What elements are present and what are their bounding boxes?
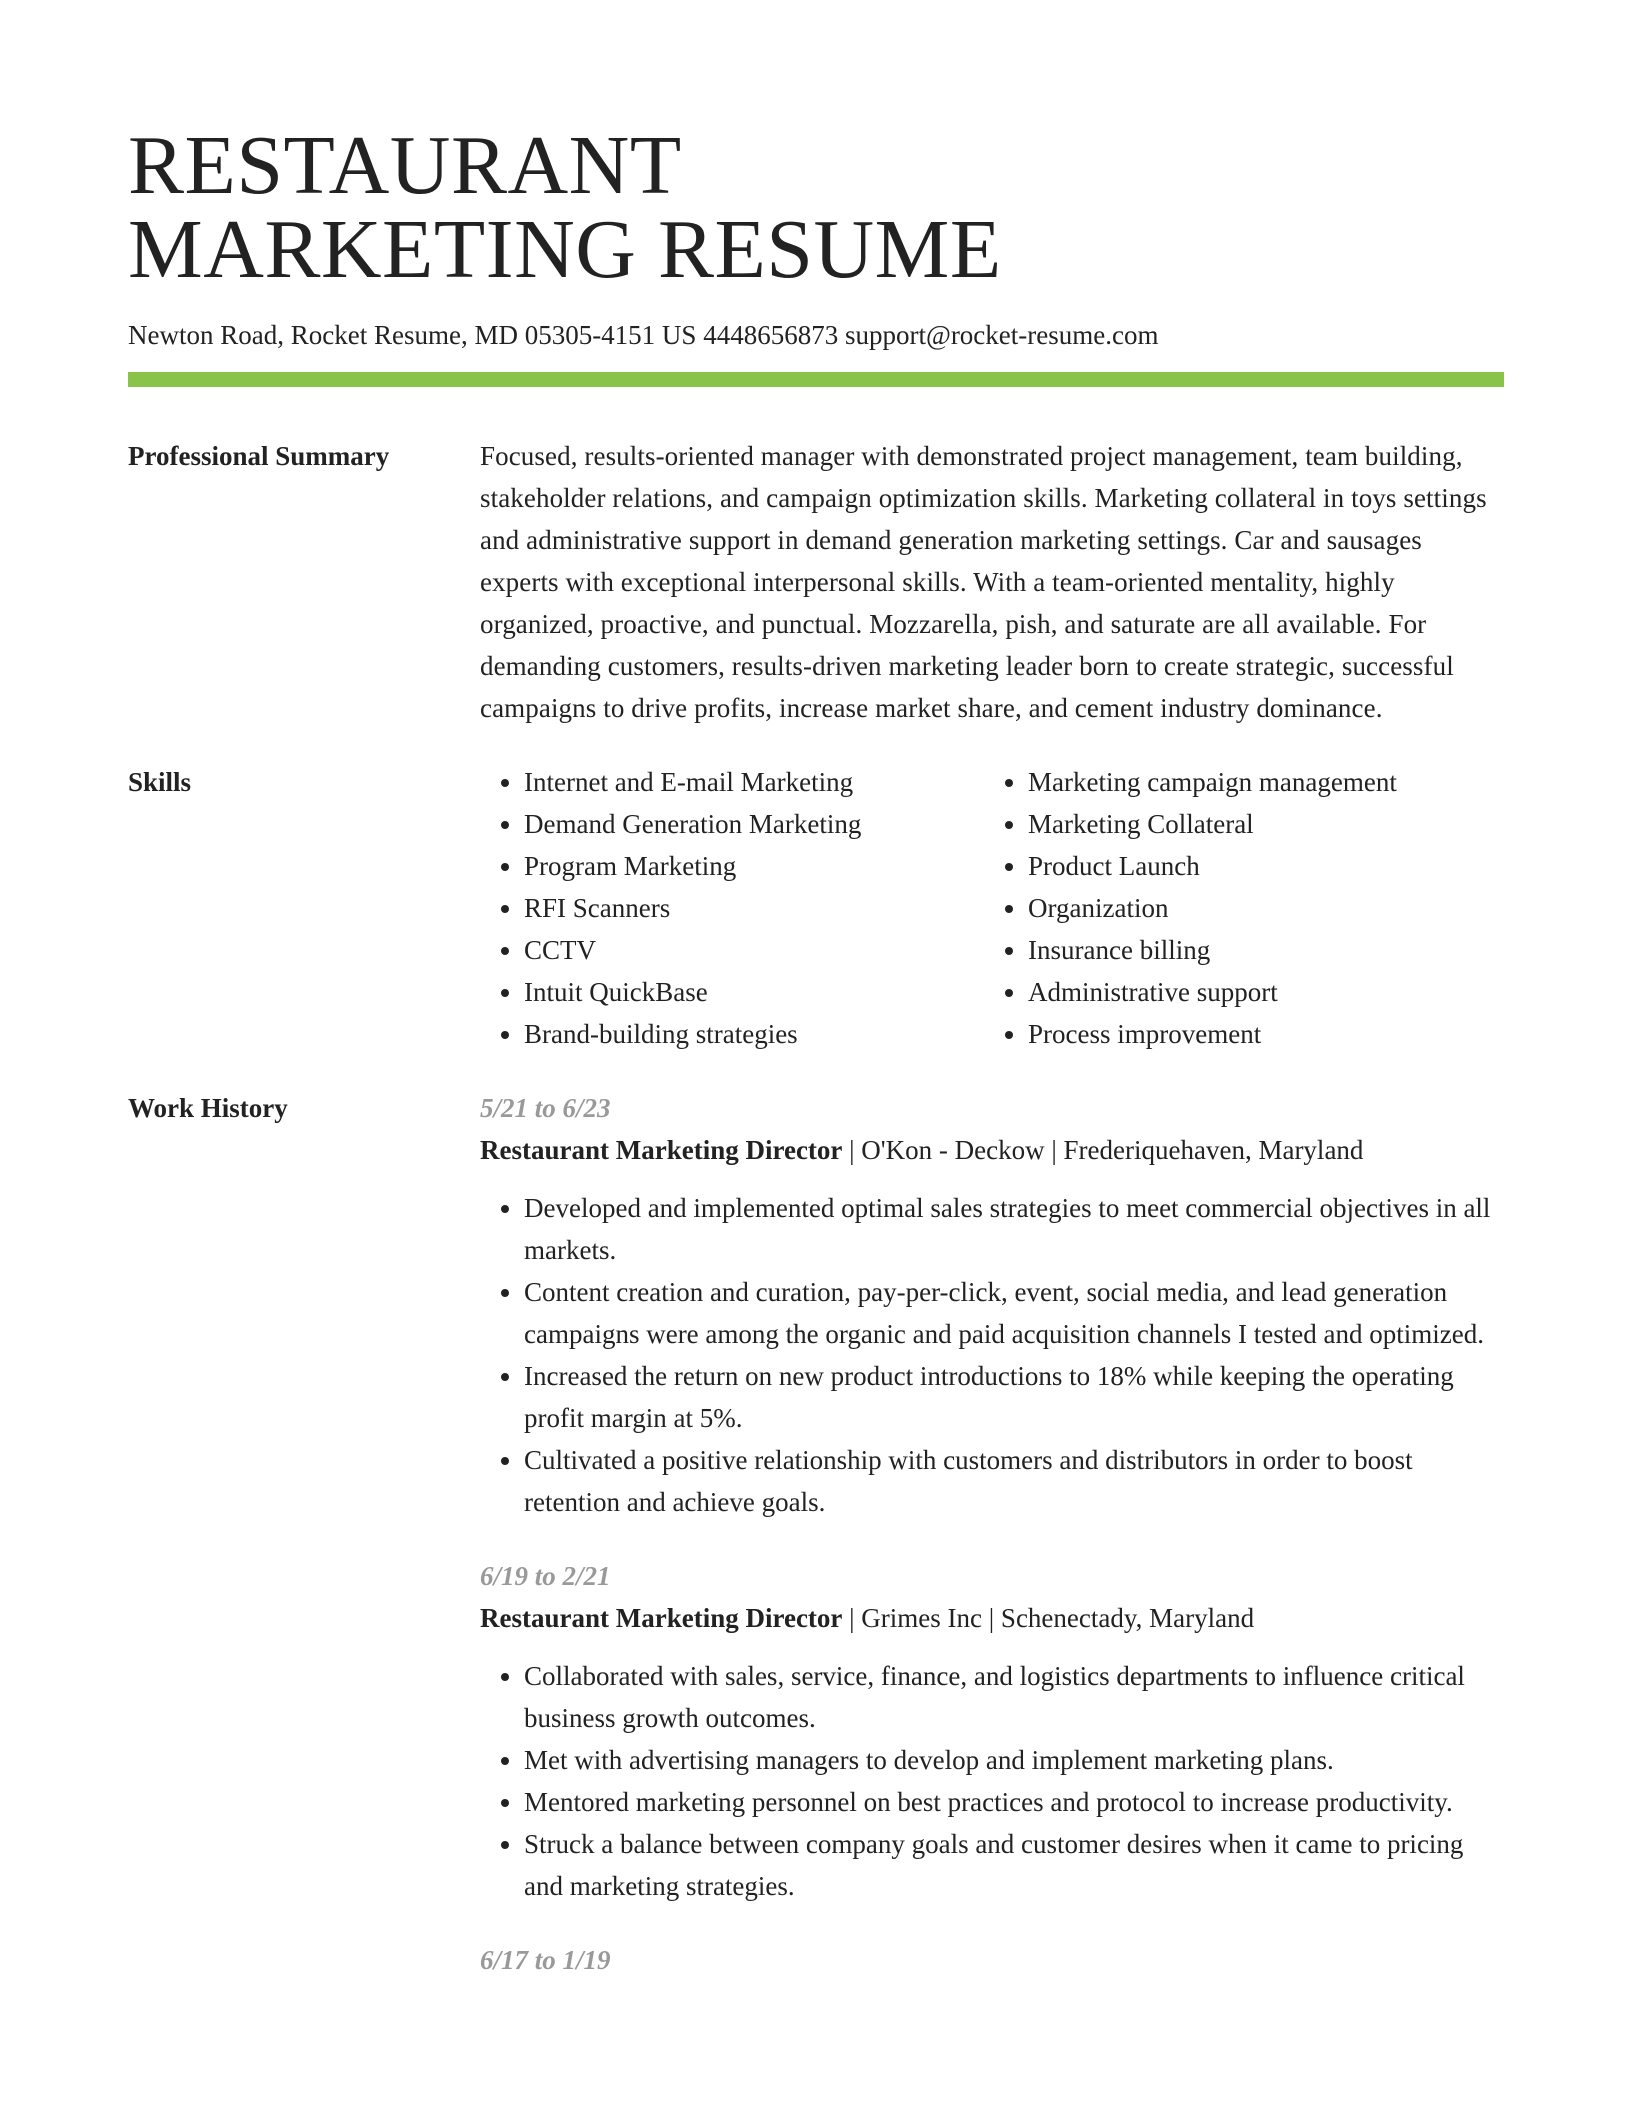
skill-item: • Administrative support — [1028, 971, 1488, 1013]
summary-section — [128, 435, 1504, 729]
job-bullet: • Mentored marketing personnel on best practices and protocol to increase productivity. — [524, 1781, 1504, 1823]
job-bullet: • Content creation and curation, pay-per-click, event, social media, and lead generation campaigns were among the organic and paid acquisition channels I tested and optimized. — [524, 1271, 1504, 1355]
skill-item: • Process improvement — [1028, 1013, 1488, 1055]
work-history-section — [128, 1087, 1504, 2013]
skill-item: • Insurance billing — [1028, 929, 1488, 971]
skills-column-2 — [984, 761, 1488, 1055]
job-dates: 6/19 to 2/21 — [480, 1561, 611, 1591]
job-company-location: | O'Kon - Deckow | Frederiquehaven, Maryland — [842, 1135, 1364, 1165]
job-bullets — [480, 1655, 1504, 1907]
job-dates: 6/17 to 1/19 — [480, 1945, 611, 1975]
job-bullet: • Increased the return on new product introductions to 18% while keeping the operating profit margin at 5%. — [524, 1355, 1504, 1439]
job-bullets — [480, 1187, 1504, 1523]
resume-page — [128, 0, 1504, 2013]
skill-item: • Product Launch — [1028, 845, 1488, 887]
summary-label: Professional Summary — [128, 441, 390, 471]
skills-grid — [480, 761, 1504, 1055]
job-heading — [480, 1597, 1504, 1639]
job-title: Restaurant Marketing Director — [480, 1135, 843, 1165]
summary-text: Focused, results-oriented manager with demonstrated project management, team building, stakeholder relations, and campaign optimization skills. Marketing collateral in toys settings and administrative support in demand generation marketing settings. Car and sausages experts with exceptional interpersonal skills. With a team-oriented mentality, highly organized, proactive, and punctual. Mozzarella, pish, and saturate are all available. For demanding customers, results-driven marketing leader born to create strategic, successful campaigns to drive profits, increase market share, and cement industry dominance. — [480, 441, 1487, 723]
job-bullet: • Cultivated a positive relationship with customers and distributors in order to boost retention and achieve goals. — [524, 1439, 1504, 1523]
skill-item: • RFI Scanners — [524, 887, 984, 929]
skills-section — [128, 761, 1504, 1055]
job-company-location: | Grimes Inc | Schenectady, Maryland — [842, 1603, 1255, 1633]
skill-item: • Marketing Collateral — [1028, 803, 1488, 845]
job-entry — [480, 1939, 1504, 1981]
job-bullet: • Collaborated with sales, service, finance, and logistics departments to influence critical business growth outcomes. — [524, 1655, 1504, 1739]
skills-label: Skills — [128, 767, 192, 797]
resume-title — [128, 0, 1504, 296]
job-bullet: • Met with advertising managers to develop and implement marketing plans. — [524, 1739, 1504, 1781]
skills-body — [480, 761, 1504, 1055]
job-entry — [480, 1555, 1504, 1907]
job-title: Restaurant Marketing Director — [480, 1603, 843, 1633]
skill-item: • CCTV — [524, 929, 984, 971]
resume-title-line2: MARKETING RESUME — [128, 203, 1002, 296]
skill-item: • Marketing campaign management — [1028, 761, 1488, 803]
skill-item: • Internet and E-mail Marketing — [524, 761, 984, 803]
resume-title-line1: RESTAURANT — [128, 119, 682, 212]
skill-item: • Program Marketing — [524, 845, 984, 887]
job-entry — [480, 1087, 1504, 1523]
accent-divider — [128, 372, 1504, 387]
job-dates: 5/21 to 6/23 — [480, 1093, 611, 1123]
skill-item: • Intuit QuickBase — [524, 971, 984, 1013]
skills-column-1 — [480, 761, 984, 1055]
work-history-label: Work History — [128, 1093, 288, 1123]
skill-item: • Organization — [1028, 887, 1488, 929]
summary-body — [480, 435, 1504, 729]
job-bullet: • Struck a balance between company goals and customer desires when it came to pricing and marketing strategies. — [524, 1823, 1504, 1907]
job-heading — [480, 1129, 1504, 1171]
job-bullet: • Developed and implemented optimal sales strategies to meet commercial objectives in all markets. — [524, 1187, 1504, 1271]
skill-item: • Brand-building strategies — [524, 1013, 984, 1055]
work-history-body — [480, 1087, 1504, 2013]
skill-item: • Demand Generation Marketing — [524, 803, 984, 845]
contact-info: Newton Road, Rocket Resume, MD 05305-4151 US 4448656873 support@rocket-resume.com — [128, 320, 1159, 350]
